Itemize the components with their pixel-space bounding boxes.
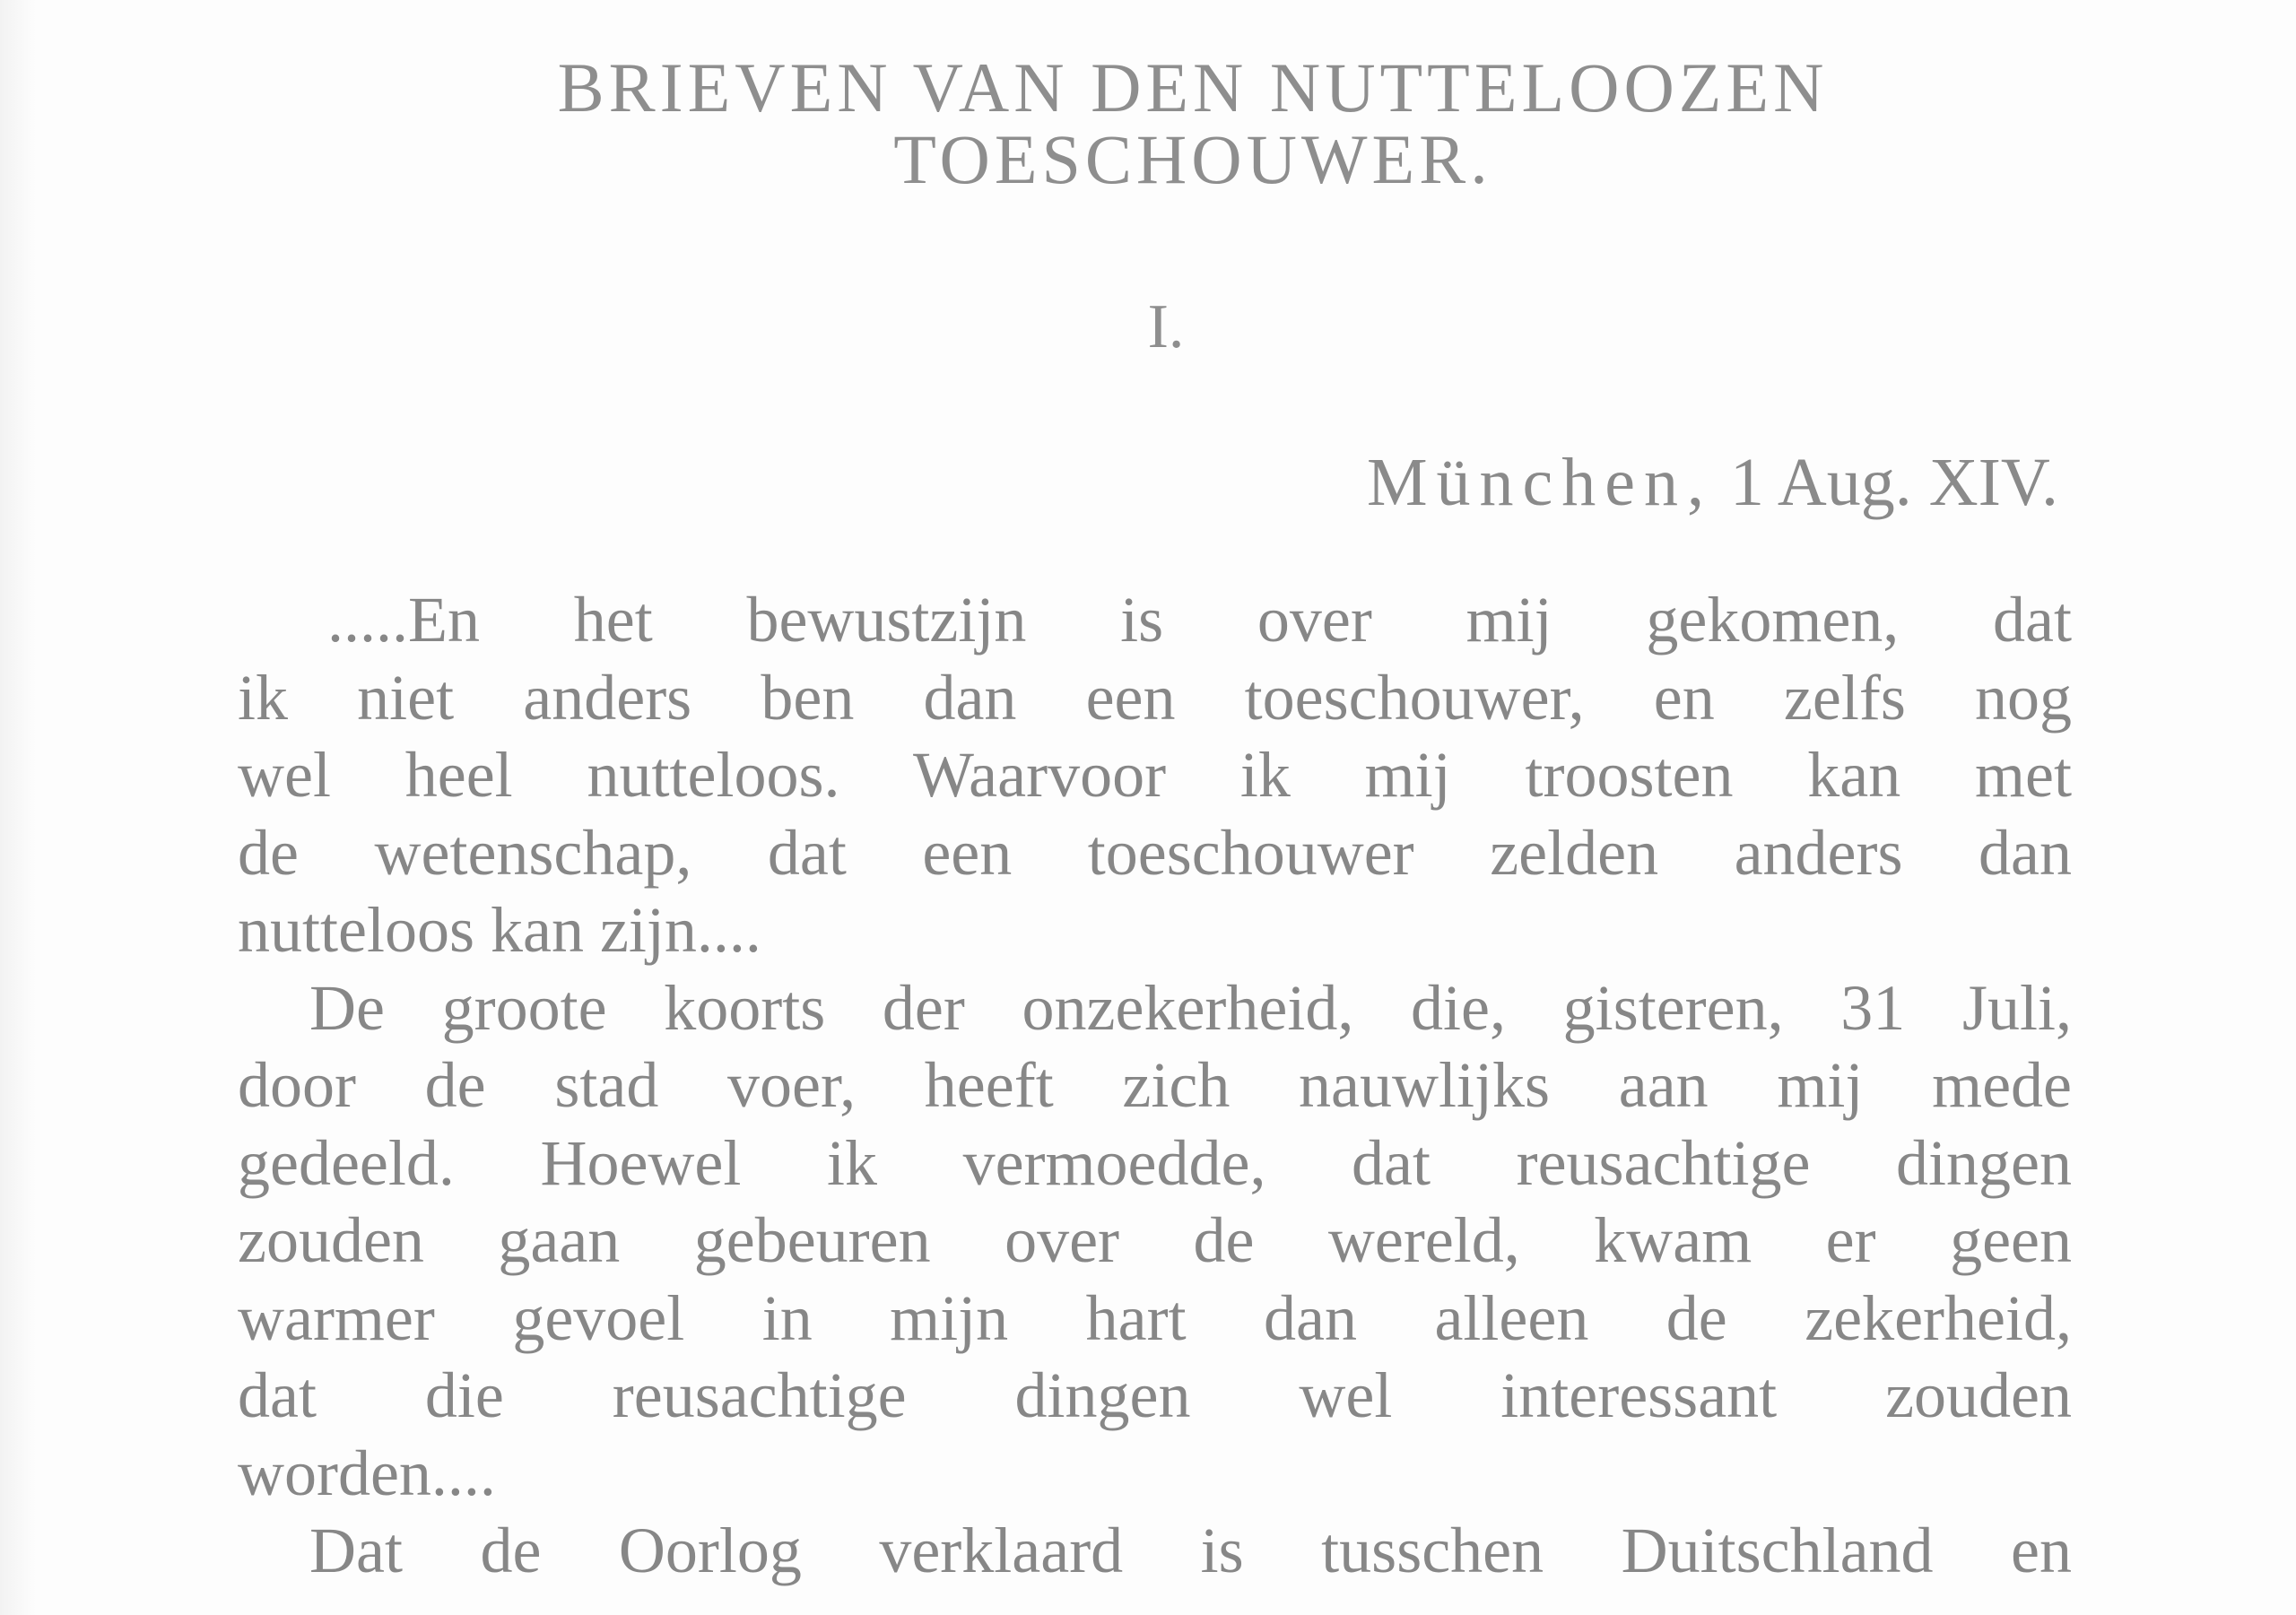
section-number: I. <box>1147 292 1185 361</box>
text-line: worden.... <box>238 1437 496 1509</box>
text-line: De groote koorts der onzekerheid, die, gisteren, 31 Juli, <box>309 971 2072 1044</box>
text-line: zouden gaan gebeuren over de wereld, kwam er geen <box>238 1204 2072 1276</box>
dateline-place: München, <box>1366 445 1714 520</box>
text-line: warmer gevoel in mijn hart dan alleen de zekerheid, <box>238 1281 2072 1354</box>
text-line: de wetenschap, dat een toeschouwer zelden anders dan <box>238 816 2072 889</box>
page-edge-shadow <box>0 0 36 1615</box>
text-line: ik niet anders ben dan een toeschouwer, en zelfs nog <box>238 661 2072 734</box>
text-line: dat die reusachtige dingen wel interessant zouden <box>238 1359 2072 1431</box>
text-line: nutteloos kan zijn.... <box>238 894 761 966</box>
text-line: .....En het bewustzijn is over mij gekomen, dat <box>327 584 2072 656</box>
title-line-1: BRIEVEN VAN DEN NUTTELOOZEN <box>557 48 1829 126</box>
text-line: wel heel nutteloos. Waarvoor ik mij troosten kan met <box>238 739 2072 811</box>
dateline <box>1367 444 2058 522</box>
dateline-date: 1 Aug. XIV. <box>1730 445 2058 520</box>
text-line: door de stad voer, heeft zich nauwlijks aan mij mede <box>238 1049 2072 1121</box>
text-line: Dat de Oorlog verklaard is tusschen Duitschland en <box>309 1515 2072 1586</box>
body-text <box>238 581 2072 1590</box>
text-line: gedeeld. Hoewel ik vermoedde, dat reusachtige dingen <box>238 1126 2072 1199</box>
title-line-2: TOESCHOUWER. <box>893 120 1492 198</box>
